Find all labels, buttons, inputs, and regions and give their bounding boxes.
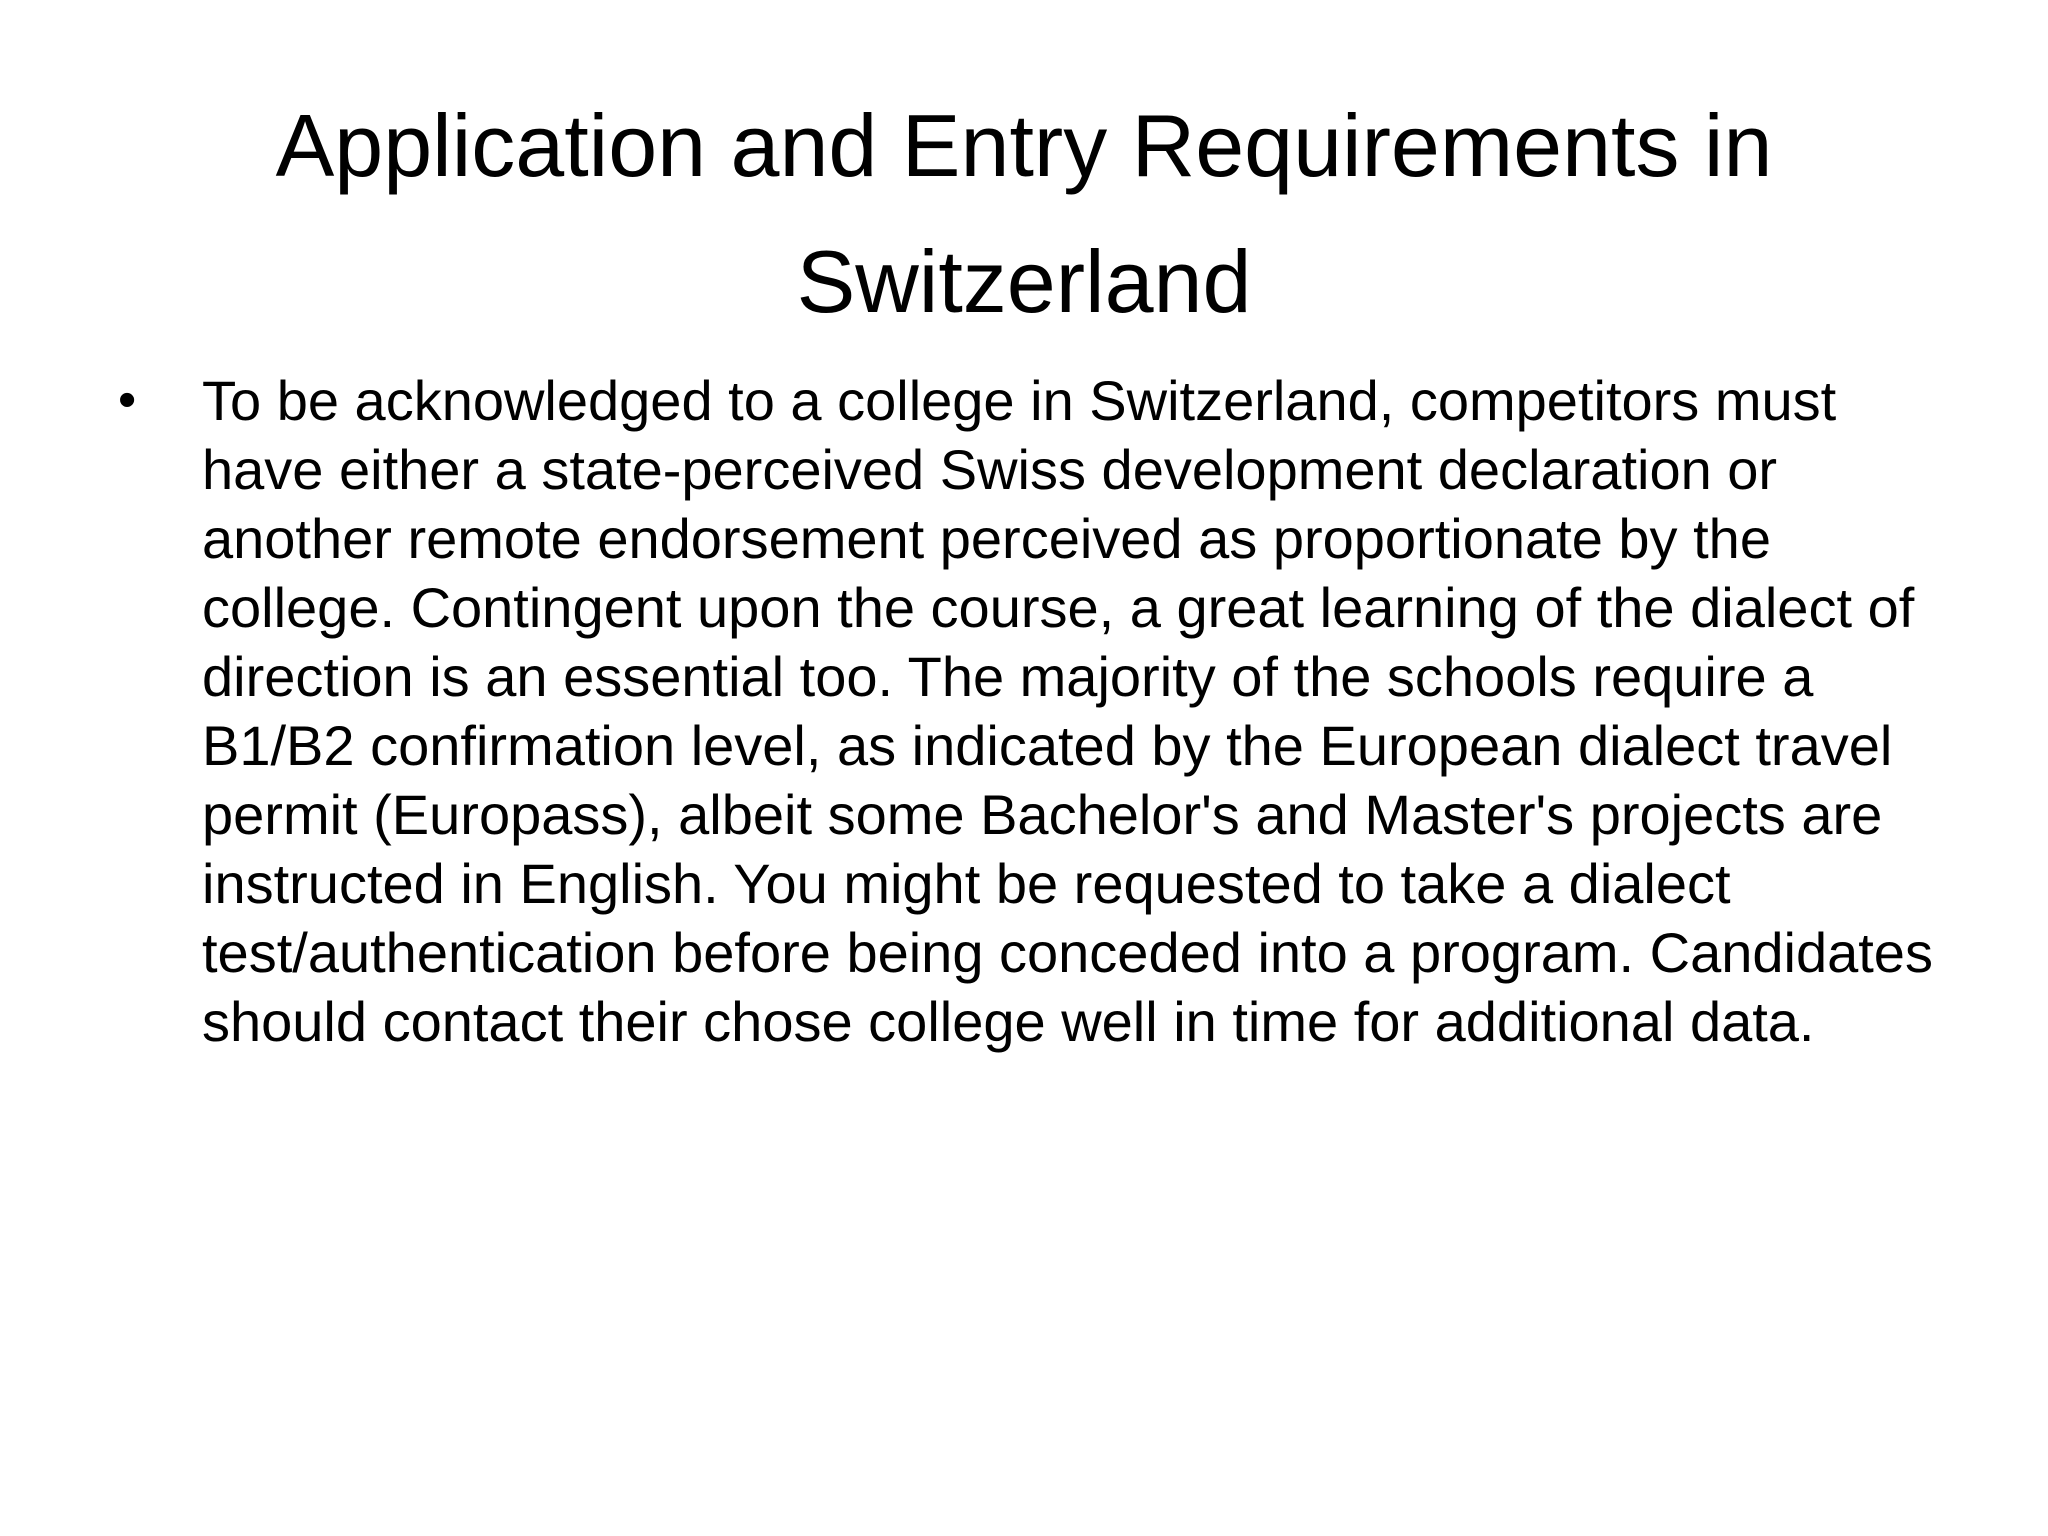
- bullet-icon: •: [118, 371, 137, 429]
- bullet-text: To be acknowledged to a college in Switzerland, competitors must have either a state-perceived Swiss development declaration or another remote endorsement perceived as proportionate by the college. Contingent upon the course, a great learning of the dialect of direction is an essential too. The majority of the schools require a B1/B2 confirmation level, as indicated by the European dialect travel permit (Europass), albeit some Bachelor's and Master's projects are instructed in English. You might be requested to take a dialect test/authentication before being conceded into a program. Candidates should contact their chose college well in time for additional data.: [202, 369, 1933, 1053]
- bullet-list: [118, 366, 1948, 1056]
- slide-title: Application and Entry Requirements in Switzerland: [275, 96, 1773, 331]
- bullet-item: [118, 366, 1948, 1056]
